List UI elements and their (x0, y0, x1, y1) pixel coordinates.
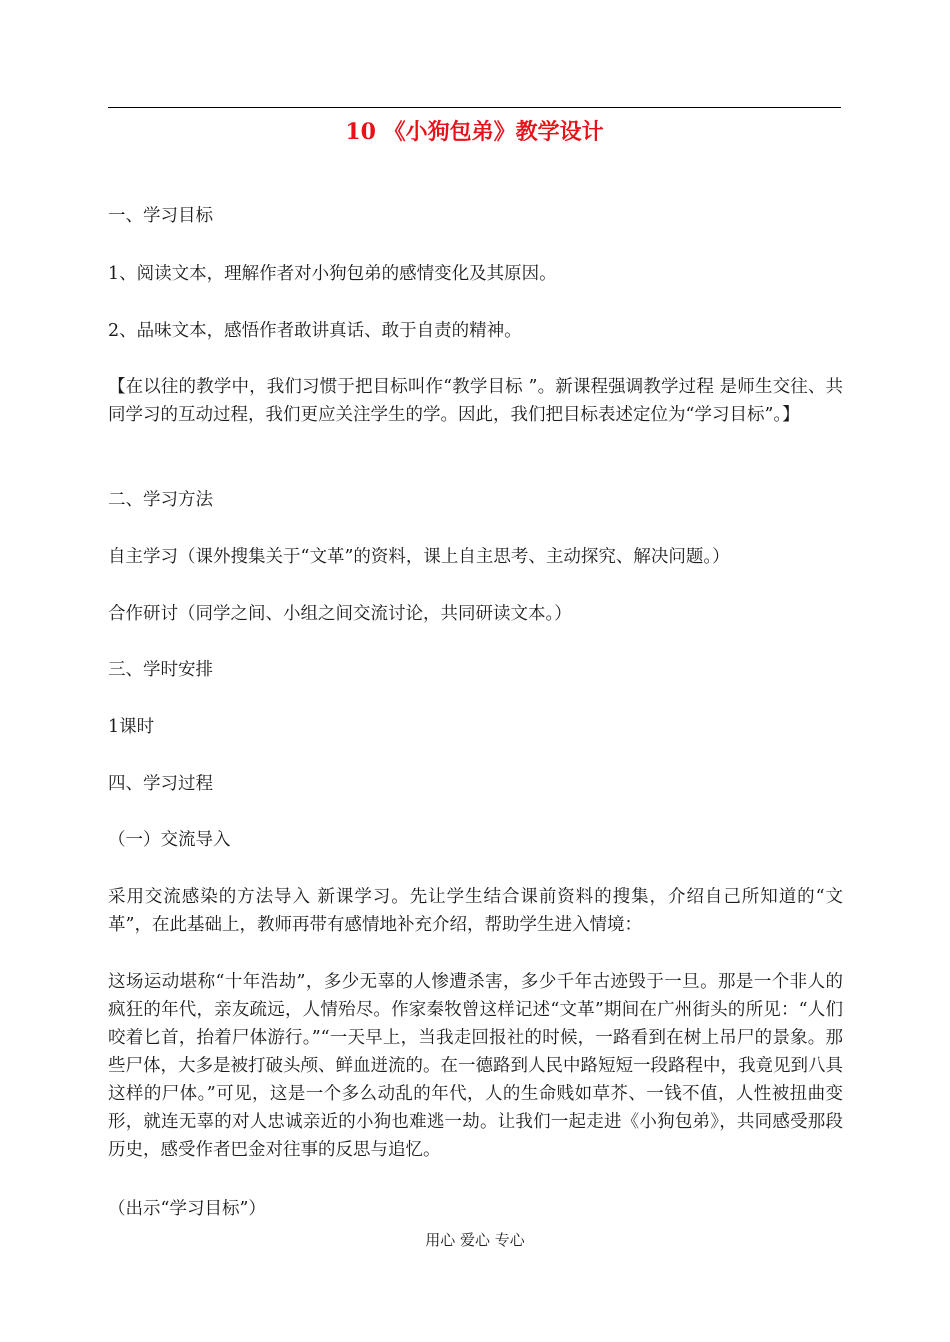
goal-item-2: 2、品味文本，感悟作者敢讲真话、敢于自责的精神。 (108, 321, 522, 341)
goal-note: 【在以往的教学中，我们习惯于把目标叫作“教学目标 ”。新课程强调教学过程 是师生交往、共同学习的互动过程，我们更应关注学生的学。因此，我们把目标表述定位为“学习目标”。】 (108, 377, 843, 425)
header-rule (108, 107, 841, 108)
section-heading-methods: 二、学习方法 (108, 490, 213, 510)
schedule-value: 1课时 (108, 717, 155, 737)
section-heading-schedule: 三、学时安排 (108, 660, 213, 680)
background-paragraph: 这场运动堪称“十年浩劫”，多少无辜的人惨遭杀害，多少千年古迹毁于一旦。那是一个非人的疯狂的年代，亲友疏远，人情殆尽。作家秦牧曾这样记述“文革”期间在广州街头的所见：“人们咬着匕首，抬着尸体游行。”“一天早上，当我走回报社的时候，一路看到在树上吊尸的景象。那些尸体，大多是被打破头颅、鲜血迸流的。在一德路到人民中路短短一段路程中，我竟见到八具这样的尸体。”可见，这是一个多么动乱的年代，人的生命贱如草芥、一钱不值，人性被扭曲变形，就连无辜的对人忠诚亲近的小狗也难逃一劫。让我们一起走进《小狗包弟》，共同感受那段历史，感受作者巴金对往事的反思与追忆。 (108, 972, 843, 1160)
intro-paragraph: 采用交流感染的方法导入 新课学习。先让学生结合课前资料的搜集，介绍自己所知道的“文革”，在此基础上，教师再带有感情地补充介绍，帮助学生进入情境： (108, 887, 843, 935)
document-title: 10 《小狗包弟》教学设计 (345, 119, 604, 145)
method-self-study: 自主学习（课外搜集关于“文革”的资料，课上自主思考、主动探究、解决问题。） (108, 547, 730, 567)
section-heading-goals: 一、学习目标 (108, 206, 213, 226)
section-heading-process: 四、学习过程 (108, 774, 213, 794)
page-footer: 用心 爱心 专心 (425, 1231, 525, 1249)
goal-item-1: 1、阅读文本，理解作者对小狗包弟的感情变化及其原因。 (108, 264, 557, 284)
subsection-heading-intro: （一）交流导入 (108, 830, 231, 850)
method-cooperation: 合作研讨（同学之间、小组之间交流讨论，共同研读文本。） (108, 604, 572, 624)
show-goals-note: （出示“学习目标”） (108, 1199, 266, 1219)
